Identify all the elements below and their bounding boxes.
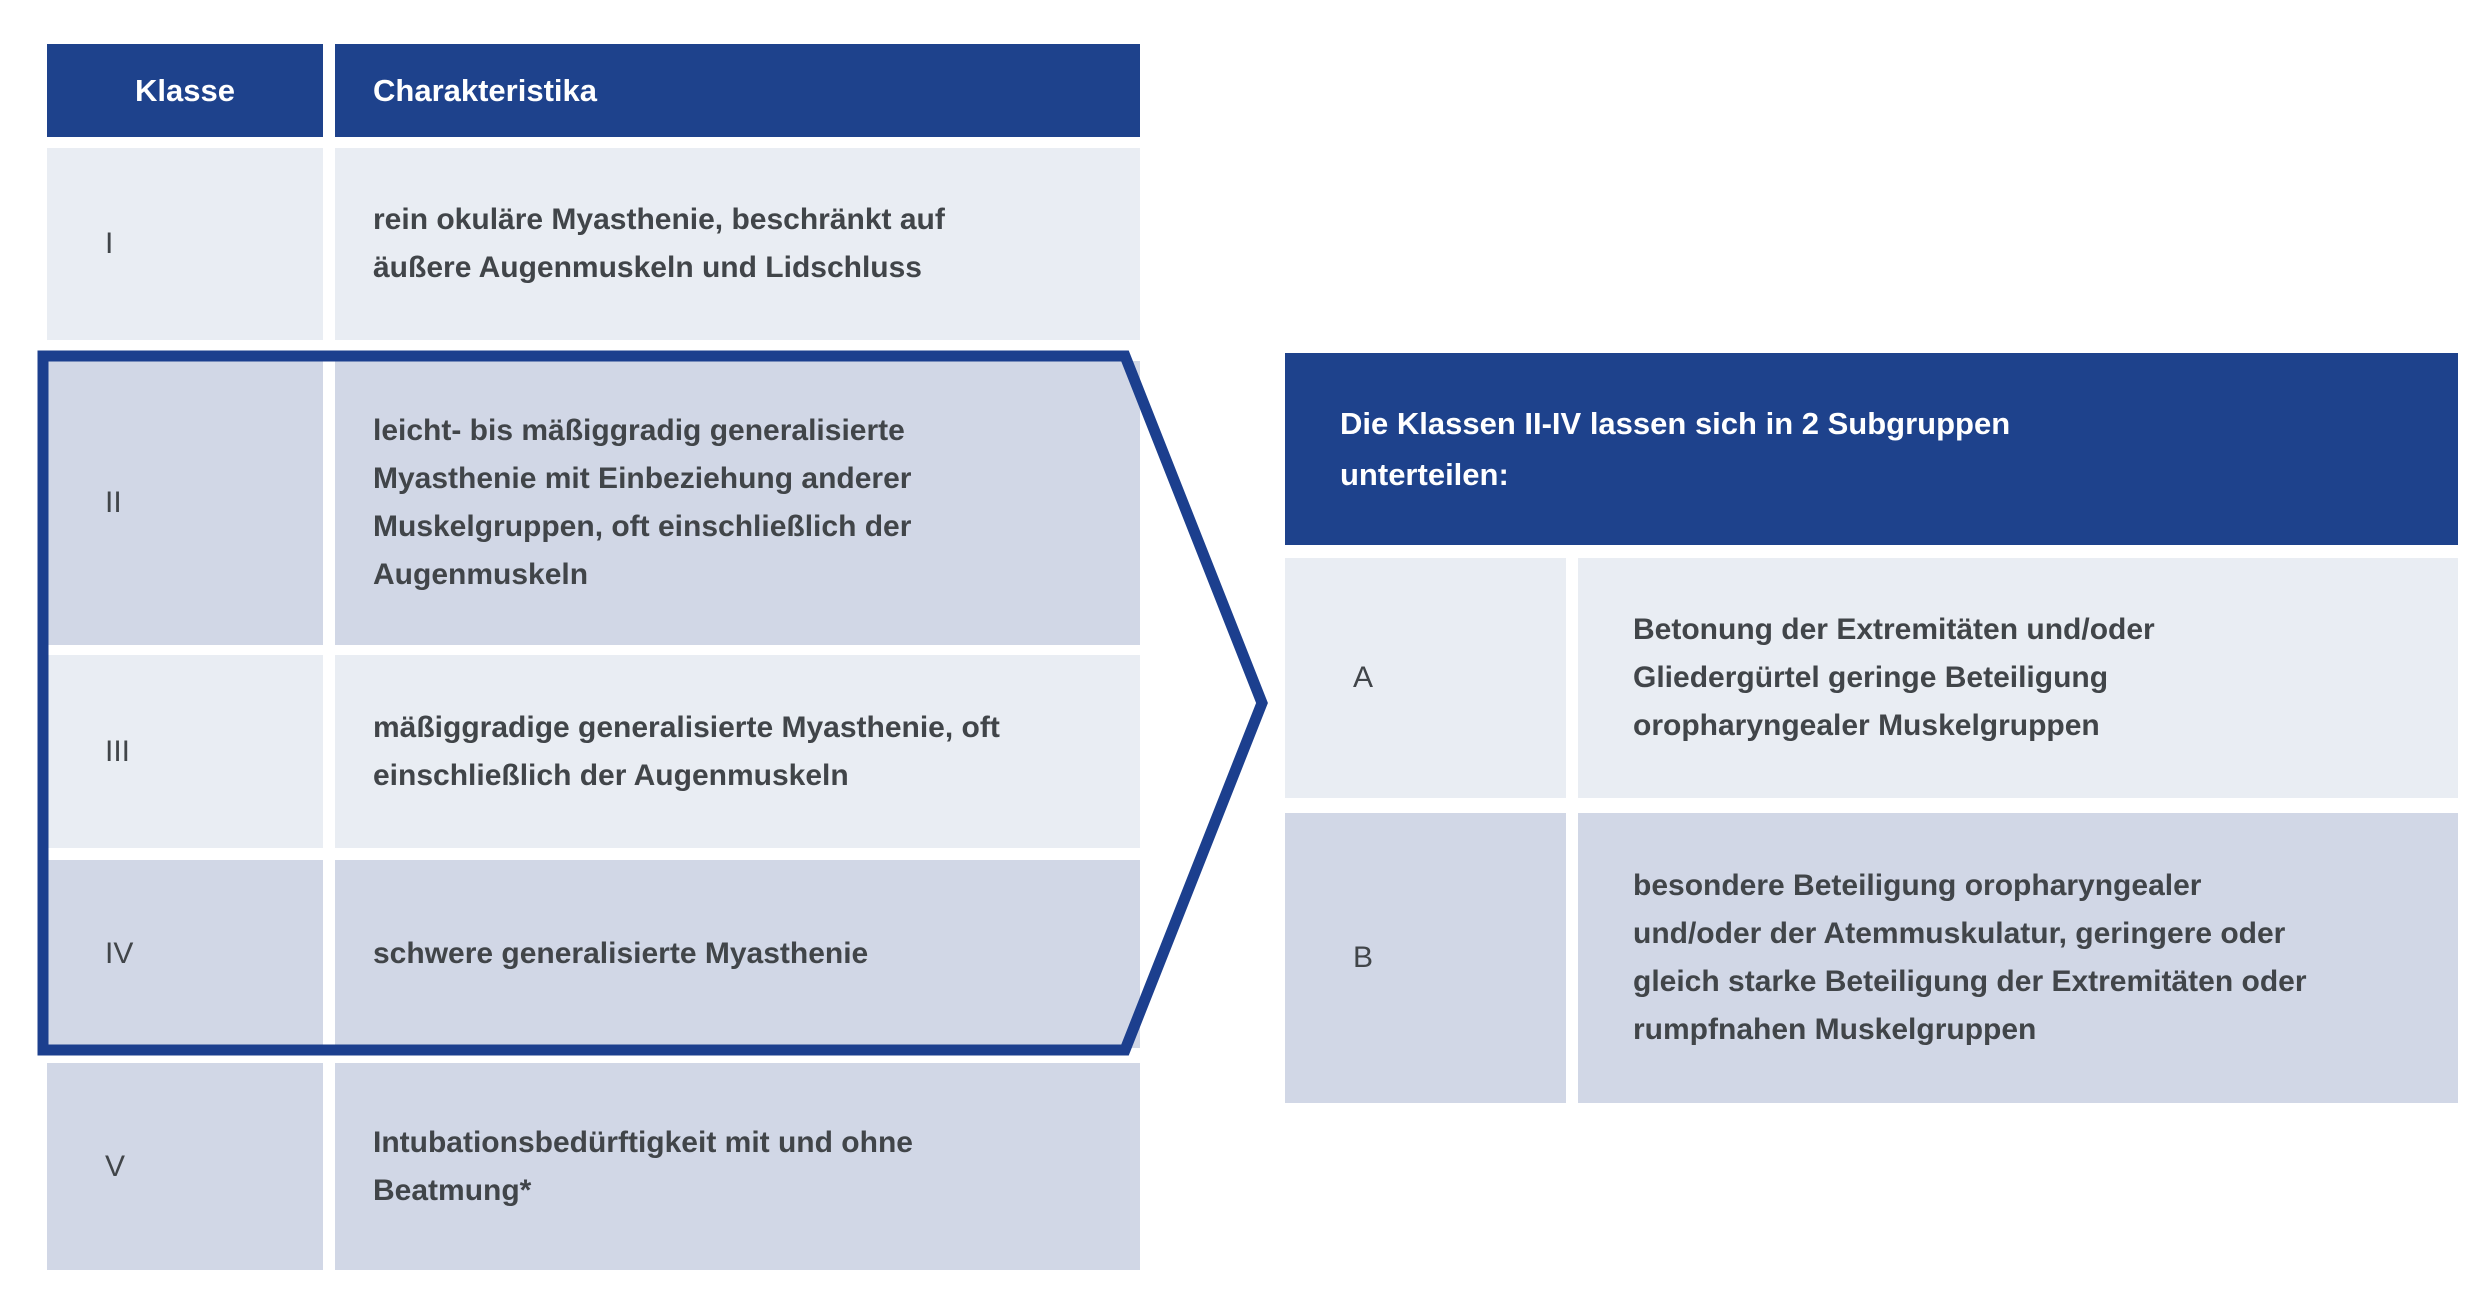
characteristics-cell-3: mäßiggradige generalisierte Myasthenie, oft einschließlich der Augenmuskeln xyxy=(335,655,1140,848)
characteristics-cell-2: leicht- bis mäßiggradig generalisierte Myasthenie mit Einbeziehung anderer Muskelgruppen, oft einschließlich der Augenmuskeln xyxy=(335,361,1140,645)
class-cell-3: III xyxy=(47,655,323,848)
klasse-header-cell: Klasse xyxy=(47,44,323,137)
class-cell-5: V xyxy=(47,1063,323,1270)
class-cell-2: II xyxy=(47,361,323,645)
subgroup-text-a: Betonung der Extremitäten und/oder Gliedergürtel geringe Beteiligung oropharyngealer Muskelgruppen xyxy=(1578,558,2458,798)
characteristics-cell-4: schwere generalisierte Myasthenie xyxy=(335,860,1140,1048)
subgroup-label-a: A xyxy=(1285,558,1566,798)
subgroup-text-b: besondere Beteiligung oropharyngealer und/oder der Atemmuskulatur, geringere oder gleich starke Beteiligung der Extremitäten oder rumpfnahen Muskelgruppen xyxy=(1578,813,2458,1103)
class-cell-4: IV xyxy=(47,860,323,1048)
subgroup-label-b: B xyxy=(1285,813,1566,1103)
class-cell-1: I xyxy=(47,148,323,340)
callout-title: Die Klassen II-IV lassen sich in 2 Subgruppen unterteilen: xyxy=(1340,405,2011,492)
characteristics-cell-5: Intubationsbedürftigkeit mit und ohne Beatmung* xyxy=(335,1063,1140,1270)
callout-header xyxy=(1285,353,2458,545)
charakteristika-header-cell: Charakteristika xyxy=(335,44,1140,137)
characteristics-cell-1: rein okuläre Myasthenie, beschränkt auf äußere Augenmuskeln und Lidschluss xyxy=(335,148,1140,340)
